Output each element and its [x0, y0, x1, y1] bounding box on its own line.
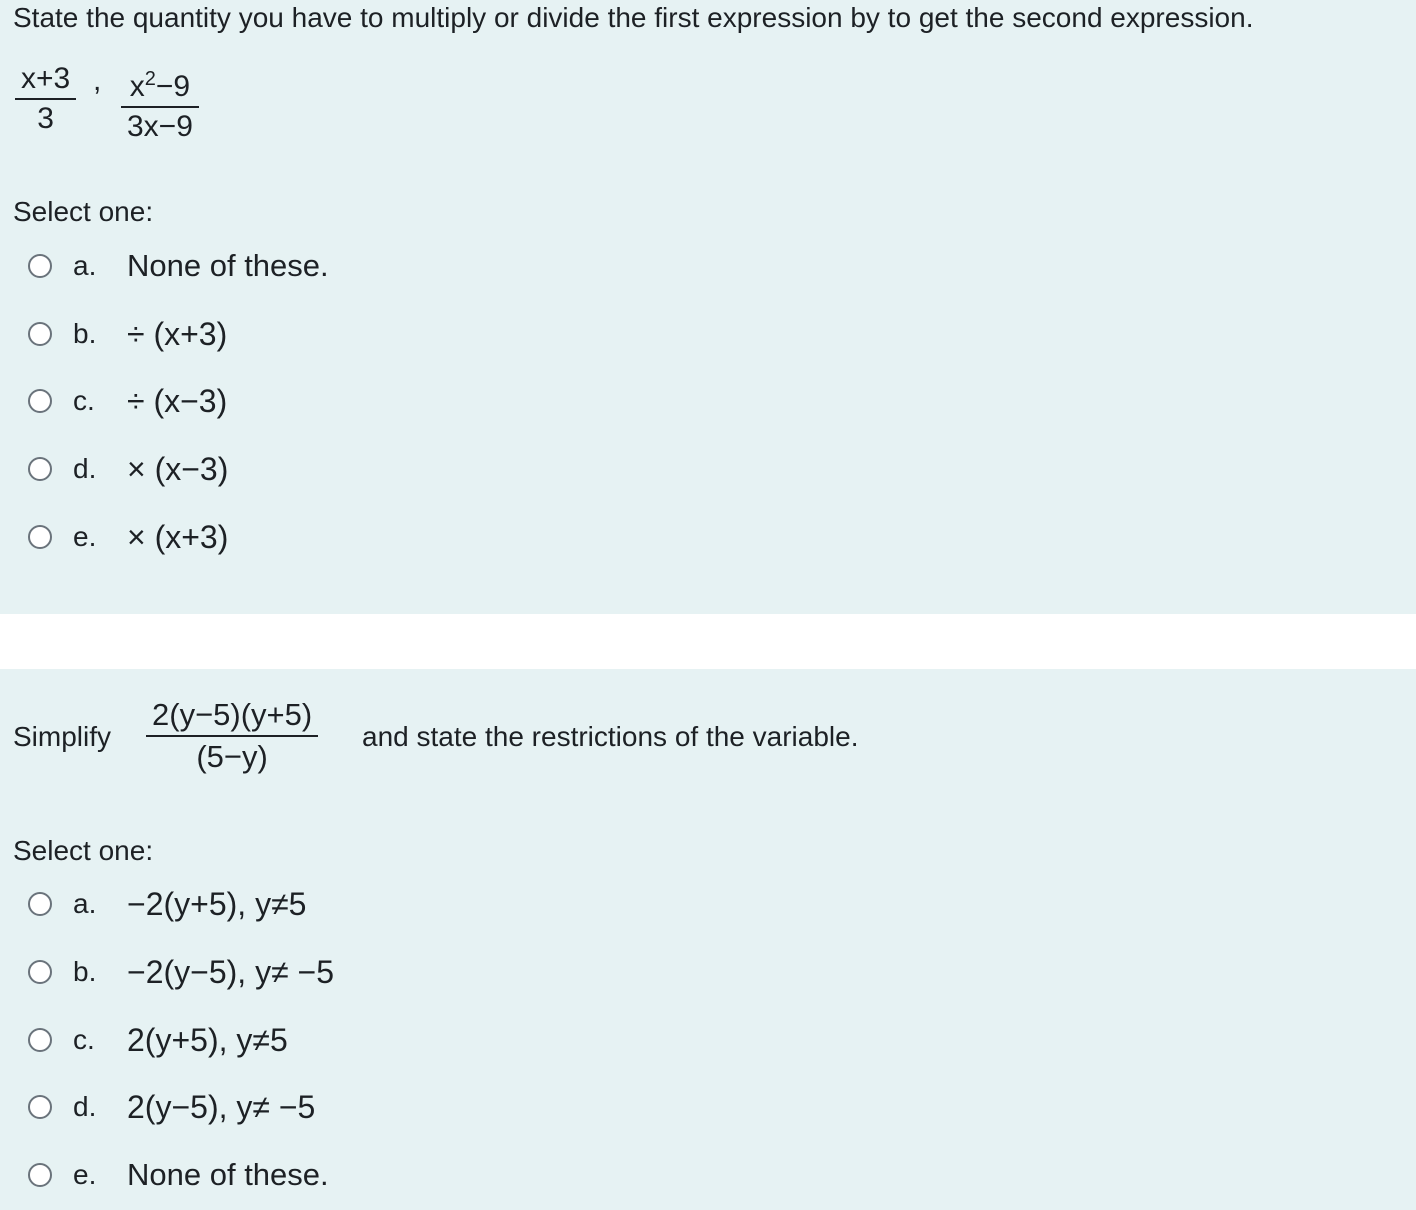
divide-icon: ÷ — [127, 315, 145, 352]
radio-button[interactable] — [28, 457, 52, 481]
option-letter: c. — [73, 1024, 95, 1055]
expression-separator: , — [93, 64, 102, 97]
option-text[interactable]: 2(y−5), y≠ −5 — [127, 1088, 316, 1125]
option-text[interactable] — [127, 383, 227, 420]
q1-option-d[interactable] — [28, 449, 229, 489]
q2-option-d[interactable] — [28, 1087, 316, 1127]
q2-option-a[interactable] — [28, 884, 307, 924]
q1-option-c[interactable] — [28, 381, 228, 421]
radio-button[interactable] — [28, 322, 52, 346]
option-letter: b. — [73, 318, 97, 349]
option-expression: (x−3) — [144, 382, 228, 419]
q1-option-b[interactable] — [28, 314, 228, 354]
option-letter: b. — [73, 956, 97, 987]
option-text[interactable] — [127, 316, 227, 353]
divide-icon: ÷ — [127, 382, 145, 419]
option-text[interactable]: −2(y−5), y≠ −5 — [127, 953, 334, 990]
radio-button[interactable] — [28, 525, 52, 549]
select-one-label: Select one: — [13, 835, 154, 866]
radio-button[interactable] — [28, 1095, 52, 1119]
q2-option-c[interactable] — [28, 1020, 288, 1060]
expression-1-fraction — [15, 60, 76, 138]
q2-option-e[interactable] — [28, 1155, 329, 1195]
expression-2-fraction — [121, 60, 199, 146]
simplify-numerator: 2(y−5)(y+5) — [152, 697, 313, 732]
option-letter: d. — [73, 1091, 97, 1122]
radio-button[interactable] — [28, 960, 52, 984]
radio-button[interactable] — [28, 254, 52, 278]
q1-option-e[interactable] — [28, 517, 229, 557]
multiply-icon: × — [127, 450, 146, 487]
radio-button[interactable] — [28, 389, 52, 413]
expression-2-numerator — [124, 60, 196, 106]
radio-button[interactable] — [28, 1163, 52, 1187]
expression-1-denominator: 3 — [37, 102, 54, 135]
option-text[interactable]: None of these. — [127, 1157, 329, 1192]
radio-button[interactable] — [28, 1028, 52, 1052]
numerator-exponent: 2 — [144, 68, 156, 90]
option-text[interactable]: −2(y+5), y≠5 — [127, 885, 307, 922]
option-letter: a. — [73, 888, 97, 919]
multiply-icon: × — [127, 518, 146, 555]
option-text[interactable] — [127, 519, 228, 556]
option-text[interactable]: None of these. — [127, 248, 329, 283]
question-2-prompt-before: Simplify — [13, 721, 112, 752]
select-one-label: Select one: — [13, 196, 154, 227]
simplify-denominator: (5−y) — [196, 739, 268, 774]
question-2-prompt-after: and state the restrictions of the variable. — [362, 721, 859, 752]
option-expression: (x+3) — [145, 518, 229, 555]
option-letter: d. — [73, 453, 97, 484]
expression-2-denominator: 3x−9 — [127, 110, 193, 143]
option-letter: e. — [73, 521, 97, 552]
question-2-panel — [0, 669, 1416, 1210]
option-expression: (x−3) — [145, 450, 229, 487]
option-text[interactable] — [127, 451, 228, 488]
q2-option-b[interactable] — [28, 952, 334, 992]
numerator-rest: −9 — [155, 70, 191, 103]
q1-option-a[interactable] — [28, 246, 329, 286]
option-letter: e. — [73, 1159, 97, 1190]
numerator-base: x — [129, 70, 145, 103]
question-1-prompt: State the quantity you have to multiply or divide the first expression by to get the second expression. — [13, 2, 1254, 33]
option-text[interactable]: 2(y+5), y≠5 — [127, 1021, 288, 1058]
simplify-fraction — [146, 695, 318, 777]
option-expression: (x+3) — [144, 315, 228, 352]
radio-button[interactable] — [28, 892, 52, 916]
option-letter: c. — [73, 385, 95, 416]
option-letter: a. — [73, 250, 97, 281]
expression-1-numerator: x+3 — [21, 62, 71, 95]
